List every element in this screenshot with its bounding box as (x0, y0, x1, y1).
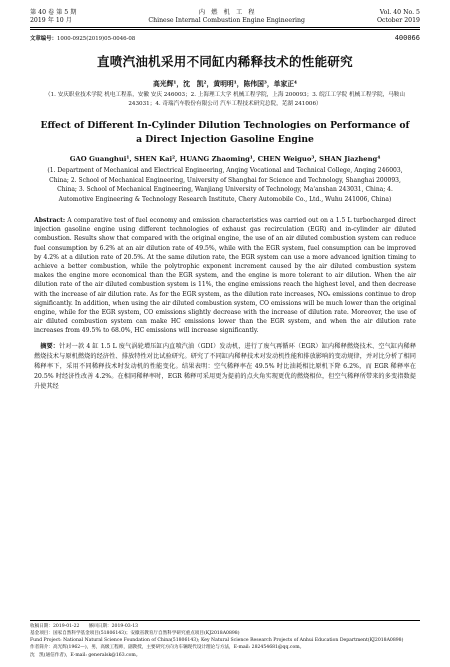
abstract-zh-label: 摘要： (40, 342, 60, 350)
volume-issue-en: Vol. 40 No. 5 (379, 9, 420, 16)
abstract-zh-text: 针对一款 4 缸 1.5 L 废气涡轮增压缸内直喷汽油（GDI）发动机，进行了废气再循环（EGR）缸内稀释燃烧技术、空气缸内稀释燃烧技术与原机燃烧的经济性、排放特性对比试验研究。研究了不同缸内稀释技术对发动机性能和排放影响的变动规律，并对比分析了相同稀释率下，采用不同稀释技术时发动机的性能变化。结果表明：空气稀释率在 49.5% 时比油耗相比原机下降 6.2%，而 EGR 稀释率在 20.5% 时经济性改善 4.2%。在相同稀释率时，EGR 稀释可采用更为提前的点火角实现更优的燃烧相位，但空气稀释所带来的多变指数提升使其经 (34, 342, 417, 390)
footnotes (30, 620, 420, 659)
author-bio: 作者简介：高光辉(1962—)，男，高级工程师，副教授，主要研究方向为车辆现代设计理论与方法，E-mail: 282454681@qq.com。 (30, 645, 305, 651)
article-meta (30, 34, 420, 42)
article-number: 文章编号：1000-0925(2019)05-0046-08 (30, 36, 136, 42)
fund-en: Fund Project: National Natural Science Foundation of China(51806143); Key Natural Science Research Projects of Anhui Education Department(KJ2018A0898) (30, 638, 404, 644)
footnote-rule (30, 620, 420, 621)
date-en: October 2019 (376, 17, 420, 24)
abstract-en (34, 216, 416, 336)
received-dates: 收稿日期：2019-01-22 修回日期：2019-03-13 (30, 623, 139, 629)
title-zh: 直喷汽油机采用不同缸内稀释技术的性能研究 (96, 54, 353, 69)
corresponding-author: 沈 凯(通信作者)，E-mail: generalsk@163.com。 (30, 652, 141, 658)
abstract-en-label: Abstract: (34, 217, 66, 224)
title-en: Effect of Different In-Cylinder Dilution Technologies on Performance of a Direct Injection Gasoline Engine (40, 120, 410, 145)
running-header (30, 0, 420, 25)
abstract-en-text: A comparative test of fuel economy and emission characteristics was carried out on a 1.5 L turbocharged direct injection gasoline engine using different technologies of exhaust gas recirculation (EGR) and in-cylinder air diluted combustion. Results show that compared with the original engine, the use of an air diluted combustion system can reduce fuel consumption by 6.2% at an air dilution rate of 49.5%, while with the EGR system, fuel consumption can be improved by 4.2% at a dilution rate of 20.5%. At the same dilution rate, the EGR system can use a more advanced ignition timing to achieve a better combustion, while the polytrophic exponent increment caused by the air diluted combustion system makes the engine more economical than the EGR system, and the engine is more tolerant to air dilution. When the air dilution rate of the air diluted combustion system is 11%, the engine emissions reach the highest level, and then decrease with the increase of air dilution rate. As for the EGR system, as the dilution rate increases, NOₓ emissions continue to drop significantly. In addition, when using the air diluted combustion system, CO emissions will be much lower than the original engine, while for the EGR system, CO emissions slightly decrease with the increase of dilution rate. Moreover, the use of air diluted combustion system can make HC emissions lower than the EGR system, and when the air dilution rate increases from 49.5% to 68.0%, HC emissions will increase significantly. (34, 217, 416, 335)
affiliation-en: (1. Department of Mechanical and Electrical Engineering, Anqing Vocational and Technical College, Anqing 246003, China; 2. School of Mechanical Engineering, University of Shanghai for Science and Technology, Shanghai 200093, China; 3. School of Mechanical Engineering, Wanjiang University of Technology, Ma'anshan 243031, China; 4. Automotive Engineering & Technology Research Institute, Chery Automobile Co., Ltd., Wuhu 241006, China) (47, 167, 403, 203)
journal-name-en: Chinese Internal Combustion Engine Engineering (148, 17, 305, 24)
authors-en: GAO Guanghui¹, SHEN Kai², HUANG Zhaoming¹, CHEN Weiguo³, SHAN Jiazheng⁴ (69, 155, 381, 163)
abstract-zh (34, 342, 416, 392)
article-code: 400066 (394, 34, 420, 42)
header-rule (30, 27, 420, 30)
volume-issue-zh: 第 40 卷 第 5 期 (30, 9, 77, 16)
date-zh: 2019 年 10 月 (30, 17, 72, 24)
fund-zh: 基金项目：国家自然科学基金项目(51806143)；安徽省教育厅自然科学研究重点项目(KJ2018A0898) (30, 630, 240, 636)
journal-name-zh: 内 燃 机 工 程 (198, 9, 255, 16)
authors-zh: 高光辉¹，沈 凯²，黄明明¹，陈伟国³，单家正⁴ (152, 80, 298, 88)
affiliation-zh: （1. 安庆职业技术学院 机电工程系，安徽 安庆 246003；2. 上海理工大学 机械工程学院，上海 200093；3. 皖江工学院 机械工程学院，马鞍山 243031；4. 奇瑞汽车股份有限公司 汽车工程技术研究总院，芜湖 241006） (44, 92, 405, 107)
